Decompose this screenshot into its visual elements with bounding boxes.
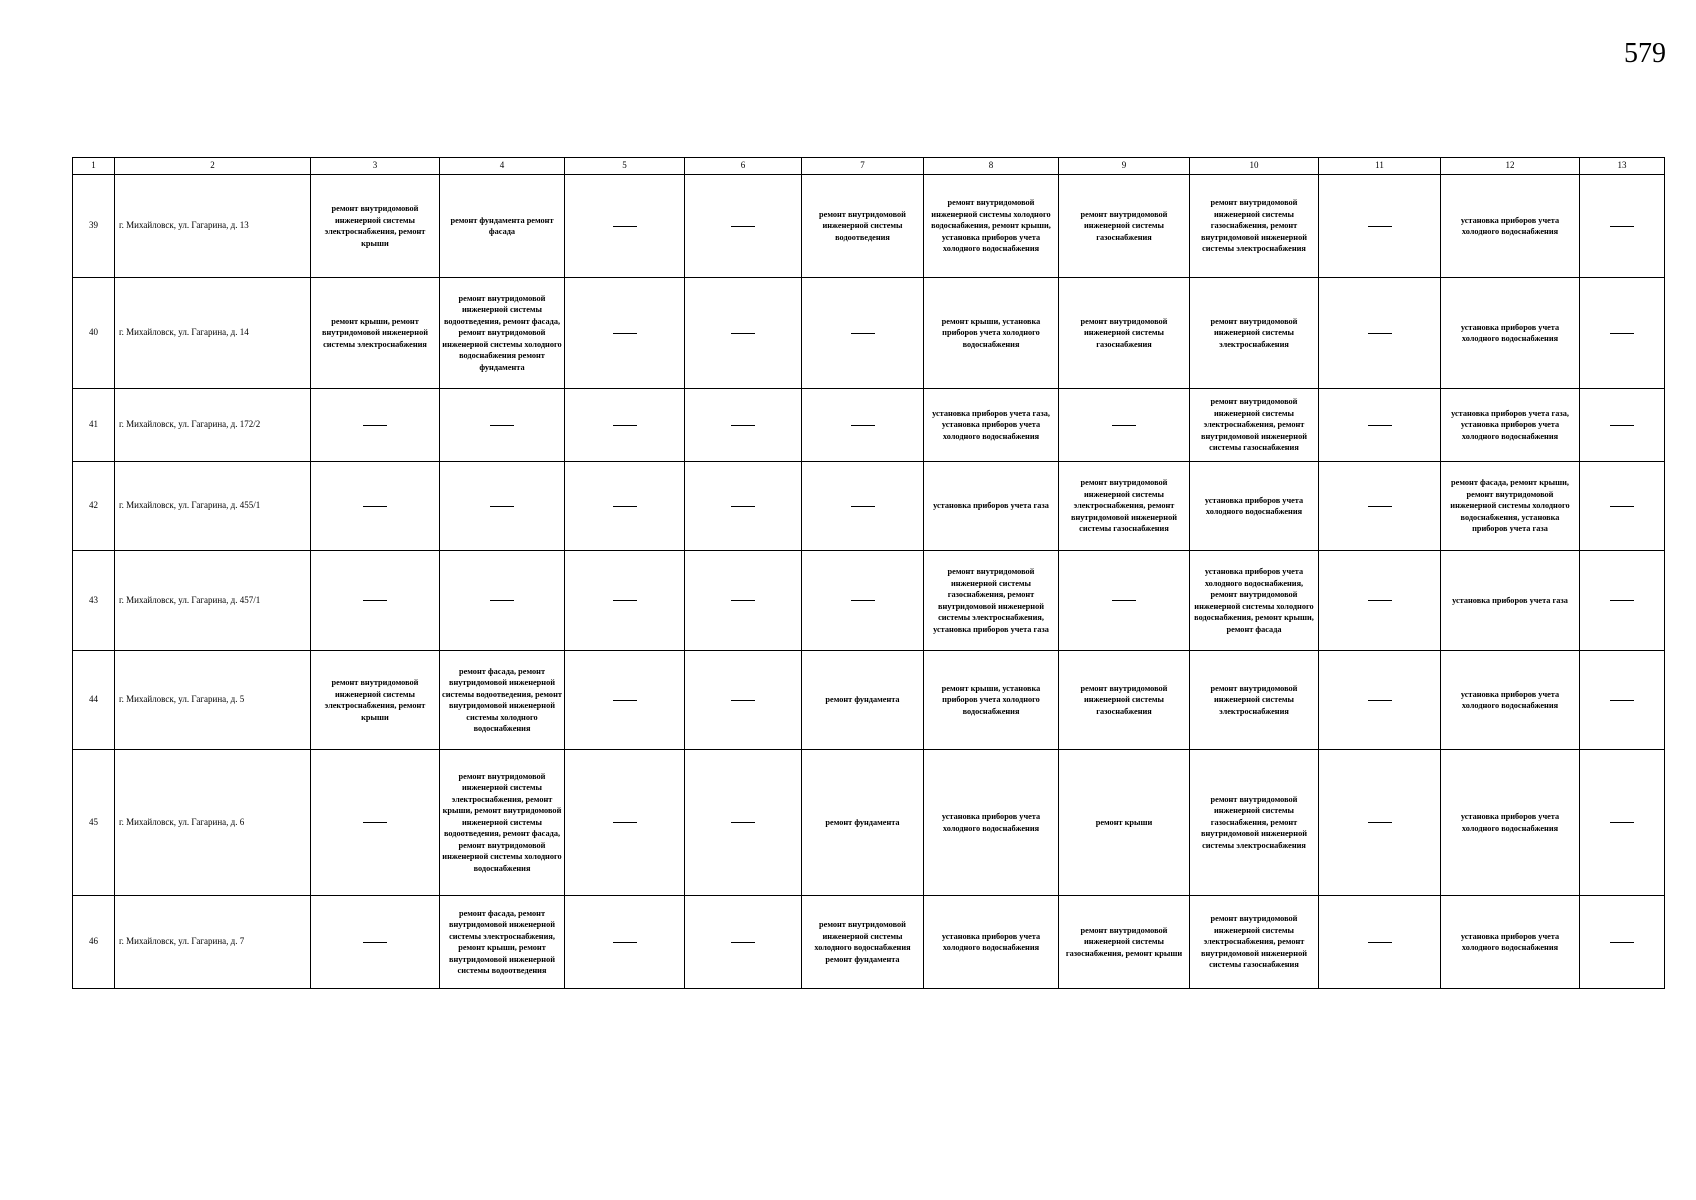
work-cell: ремонт внутридомовой инженерной системы газоснабжения [1059,651,1190,750]
work-cell: ремонт внутридомовой инженерной системы газоснабжения [1059,175,1190,278]
work-cell: установка приборов учета холодного водоснабжения [1441,175,1580,278]
dash-mark [1368,333,1392,334]
page-number: 579 [1624,38,1666,69]
table-row [73,651,1665,750]
empty-cell [1319,462,1441,551]
work-cell: ремонт крыши [1059,750,1190,896]
dash-mark [613,425,637,426]
dash-mark [1368,506,1392,507]
empty-cell [1319,389,1441,462]
empty-cell [311,750,440,896]
work-cell: установка приборов учета холодного водоснабжения, ремонт внутридомовой инженерной системы холодного водоснабжения, ремонт крыши, ремонт фасада [1190,551,1319,651]
dash-mark [1610,425,1634,426]
table-row [73,278,1665,389]
address-cell: г. Михайловск, ул. Гагарина, д. 14 [115,278,311,389]
dash-mark [490,425,514,426]
work-cell: установка приборов учета холодного водоснабжения [1441,896,1580,989]
empty-cell [1580,462,1665,551]
dash-mark [363,425,387,426]
dash-mark [731,600,755,601]
empty-cell [1319,896,1441,989]
empty-cell [685,896,802,989]
column-header: 9 [1059,158,1190,175]
dash-mark [851,506,875,507]
work-cell: установка приборов учета холодного водоснабжения [1441,278,1580,389]
dash-mark [1368,600,1392,601]
work-cell: ремонт внутридомовой инженерной системы электроснабжения, ремонт внутридомовой инженерной системы газоснабжения [1059,462,1190,551]
work-cell: ремонт внутридомовой инженерной системы газоснабжения, ремонт внутридомовой инженерной системы электроснабжения, установка приборов учета газа [924,551,1059,651]
dash-mark [1610,700,1634,701]
dash-mark [1610,226,1634,227]
work-cell: установка приборов учета холодного водоснабжения [924,750,1059,896]
address-cell: г. Михайловск, ул. Гагарина, д. 7 [115,896,311,989]
empty-cell [802,462,924,551]
address-cell: г. Михайловск, ул. Гагарина, д. 172/2 [115,389,311,462]
work-cell: ремонт внутридомовой инженерной системы электроснабжения [1190,278,1319,389]
empty-cell [565,551,685,651]
dash-mark [731,822,755,823]
empty-cell [440,551,565,651]
row-number-cell: 44 [73,651,115,750]
dash-mark [1610,942,1634,943]
empty-cell [802,551,924,651]
empty-cell [440,389,565,462]
dash-mark [363,822,387,823]
dash-mark [1112,600,1136,601]
empty-cell [802,389,924,462]
dash-mark [851,333,875,334]
work-cell: установка приборов учета газа [1441,551,1580,651]
empty-cell [565,175,685,278]
empty-cell [1319,551,1441,651]
work-cell: ремонт фундамента [802,750,924,896]
row-number-cell: 43 [73,551,115,651]
empty-cell [1580,750,1665,896]
work-cell: ремонт внутридомовой инженерной системы газоснабжения, ремонт внутридомовой инженерной системы электроснабжения [1190,750,1319,896]
empty-cell [685,462,802,551]
dash-mark [613,600,637,601]
dash-mark [613,942,637,943]
work-cell: ремонт фасада, ремонт крыши, ремонт внутридомовой инженерной системы холодного водоснабжения, установка приборов учета газа [1441,462,1580,551]
column-header: 7 [802,158,924,175]
dash-mark [851,425,875,426]
work-cell: ремонт внутридомовой инженерной системы электроснабжения, ремонт внутридомовой инженерной системы газоснабжения [1190,389,1319,462]
empty-cell [802,278,924,389]
row-number-cell: 45 [73,750,115,896]
work-cell: установка приборов учета холодного водоснабжения [1441,651,1580,750]
row-number-cell: 40 [73,278,115,389]
work-cell: ремонт фасада, ремонт внутридомовой инженерной системы электроснабжения, ремонт крыши, ремонт внутридомовой инженерной системы водоотведения [440,896,565,989]
work-cell: установка приборов учета газа, установка приборов учета холодного водоснабжения [924,389,1059,462]
empty-cell [685,389,802,462]
dash-mark [851,600,875,601]
work-cell: установка приборов учета газа [924,462,1059,551]
work-cell: ремонт внутридомовой инженерной системы электроснабжения, ремонт крыши, ремонт внутридомовой инженерной системы водоотведения, ремонт фасада, ремонт внутридомовой инженерной системы холодного водоснабжения [440,750,565,896]
work-cell: ремонт внутридомовой инженерной системы холодного водоснабжения ремонт фундамента [802,896,924,989]
dash-mark [613,700,637,701]
dash-mark [731,333,755,334]
empty-cell [311,551,440,651]
dash-mark [363,600,387,601]
column-header: 11 [1319,158,1441,175]
row-number-cell: 41 [73,389,115,462]
table-body [73,175,1665,989]
capital-repair-works-table [72,157,1665,989]
work-cell: установка приборов учета газа, установка приборов учета холодного водоснабжения [1441,389,1580,462]
work-cell: ремонт внутридомовой инженерной системы водоотведения, ремонт фасада, ремонт внутридомовой инженерной системы холодного водоснабжения ремонт фундамента [440,278,565,389]
empty-cell [440,462,565,551]
address-cell: г. Михайловск, ул. Гагарина, д. 5 [115,651,311,750]
dash-mark [731,506,755,507]
work-cell: ремонт внутридомовой инженерной системы электроснабжения, ремонт крыши [311,175,440,278]
empty-cell [685,175,802,278]
empty-cell [311,462,440,551]
dash-mark [1368,425,1392,426]
dash-mark [1368,226,1392,227]
row-number-cell: 46 [73,896,115,989]
dash-mark [1112,425,1136,426]
empty-cell [1580,896,1665,989]
address-cell: г. Михайловск, ул. Гагарина, д. 6 [115,750,311,896]
dash-mark [1610,822,1634,823]
column-header: 3 [311,158,440,175]
empty-cell [565,896,685,989]
column-header: 2 [115,158,311,175]
work-cell: ремонт внутридомовой инженерной системы электроснабжения, ремонт внутридомовой инженерной системы газоснабжения [1190,896,1319,989]
column-header: 13 [1580,158,1665,175]
table-row [73,389,1665,462]
empty-cell [1059,389,1190,462]
column-header: 10 [1190,158,1319,175]
work-cell: установка приборов учета холодного водоснабжения [1190,462,1319,551]
empty-cell [685,551,802,651]
dash-mark [1610,506,1634,507]
empty-cell [1319,175,1441,278]
dash-mark [731,942,755,943]
column-header: 5 [565,158,685,175]
column-number-header-row [73,158,1665,175]
works-table-container [72,157,1664,989]
dash-mark [1368,942,1392,943]
dash-mark [363,506,387,507]
column-header: 6 [685,158,802,175]
dash-mark [1610,333,1634,334]
row-number-cell: 42 [73,462,115,551]
column-header: 1 [73,158,115,175]
dash-mark [731,425,755,426]
empty-cell [565,389,685,462]
work-cell: ремонт крыши, ремонт внутридомовой инженерной системы электроснабжения [311,278,440,389]
work-cell: ремонт внутридомовой инженерной системы электроснабжения [1190,651,1319,750]
work-cell: ремонт фундамента [802,651,924,750]
empty-cell [685,750,802,896]
address-cell: г. Михайловск, ул. Гагарина, д. 455/1 [115,462,311,551]
table-row [73,896,1665,989]
table-row [73,462,1665,551]
work-cell: ремонт внутридомовой инженерной системы газоснабжения, ремонт внутридомовой инженерной системы электроснабжения [1190,175,1319,278]
table-row [73,551,1665,651]
work-cell: ремонт внутридомовой инженерной системы электроснабжения, ремонт крыши [311,651,440,750]
empty-cell [565,462,685,551]
empty-cell [685,651,802,750]
empty-cell [565,278,685,389]
address-cell: г. Михайловск, ул. Гагарина, д. 457/1 [115,551,311,651]
dash-mark [1368,700,1392,701]
dash-mark [613,506,637,507]
dash-mark [363,942,387,943]
table-row [73,750,1665,896]
empty-cell [1059,551,1190,651]
dash-mark [1610,600,1634,601]
column-header: 12 [1441,158,1580,175]
work-cell: ремонт внутридомовой инженерной системы холодного водоснабжения, ремонт крыши, установка приборов учета холодного водоснабжения [924,175,1059,278]
dash-mark [731,700,755,701]
work-cell: установка приборов учета холодного водоснабжения [924,896,1059,989]
empty-cell [565,651,685,750]
empty-cell [565,750,685,896]
work-cell: ремонт внутридомовой инженерной системы газоснабжения, ремонт крыши [1059,896,1190,989]
work-cell: ремонт внутридомовой инженерной системы водоотведения [802,175,924,278]
dash-mark [490,600,514,601]
empty-cell [311,896,440,989]
empty-cell [1580,551,1665,651]
dash-mark [1368,822,1392,823]
dash-mark [490,506,514,507]
work-cell: ремонт фундамента ремонт фасада [440,175,565,278]
table-row [73,175,1665,278]
empty-cell [1319,651,1441,750]
dash-mark [613,226,637,227]
row-number-cell: 39 [73,175,115,278]
column-header: 4 [440,158,565,175]
work-cell: ремонт крыши, установка приборов учета холодного водоснабжения [924,278,1059,389]
column-header: 8 [924,158,1059,175]
address-cell: г. Михайловск, ул. Гагарина, д. 13 [115,175,311,278]
empty-cell [1319,750,1441,896]
empty-cell [1580,651,1665,750]
empty-cell [1580,389,1665,462]
dash-mark [613,822,637,823]
dash-mark [731,226,755,227]
empty-cell [685,278,802,389]
empty-cell [1319,278,1441,389]
empty-cell [1580,175,1665,278]
work-cell: установка приборов учета холодного водоснабжения [1441,750,1580,896]
dash-mark [613,333,637,334]
empty-cell [311,389,440,462]
empty-cell [1580,278,1665,389]
work-cell: ремонт крыши, установка приборов учета холодного водоснабжения [924,651,1059,750]
work-cell: ремонт фасада, ремонт внутридомовой инженерной системы водоотведения, ремонт внутридомовой инженерной системы холодного водоснабжения [440,651,565,750]
work-cell: ремонт внутридомовой инженерной системы газоснабжения [1059,278,1190,389]
